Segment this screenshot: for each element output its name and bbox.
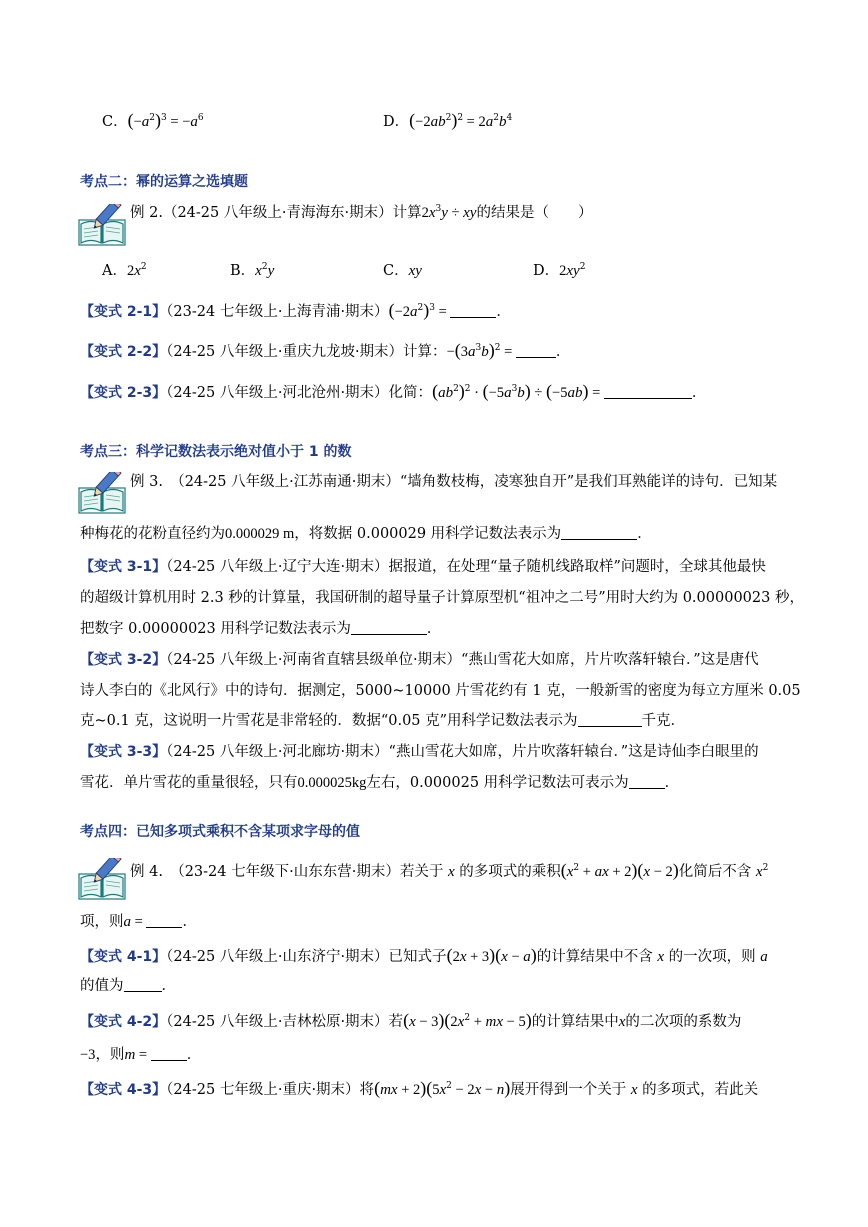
answer-blank[interactable] bbox=[146, 913, 182, 928]
book-pencil-icon bbox=[78, 472, 126, 514]
example-3-line-1: 例 3. （24-25 八年级上·江苏南通·期末）“墙角数枝梅，凌寒独自开”是我们耳熟能详的诗句．已知某 bbox=[130, 474, 778, 490]
variant-3-1-line-2: 的超级计算机用时 2.3 秒的计算量，我国研制的超导量子计算原型机“祖冲之二号”用时大约为 0.00000023 秒， bbox=[80, 590, 804, 606]
option-d: D．$(-2ab^2)^2 = 2a^2b^4$ bbox=[383, 110, 513, 130]
ex2-option-a: A．$2x^2$ bbox=[102, 262, 147, 279]
example-4-line-1: 例 4. （23-24 七年级下·山东东营·期末）若关于 x 的多项式的乘积($x^2$ + ax + 2)(x − 2)化简后不含 $x^2$ bbox=[130, 860, 769, 880]
variant-3-3-line-1: 【变式 3-3】（24-25 八年级上·河北廊坊·期末）“燕山雪花大如席，片片吹落轩辕台．”这是诗仙李白眼里的 bbox=[80, 744, 759, 760]
variant-4-2-line-2: −3，则m = ． bbox=[80, 1047, 202, 1063]
variant-3-1-line-3: 把数字 0.00000023 用科学记数法表示为 ． bbox=[80, 621, 442, 637]
book-pencil-icon bbox=[78, 204, 126, 246]
answer-blank[interactable] bbox=[561, 525, 637, 540]
ex2-option-c: C．xy bbox=[383, 263, 422, 279]
variant-2-2: 【变式 2-2】（24-25 八年级上·重庆九龙坡·期末）计算：$-(3a^3b)^2$ = ． bbox=[80, 340, 571, 360]
book-pencil-icon bbox=[78, 858, 126, 900]
ex2-option-d: D．$2xy^2$ bbox=[533, 262, 586, 279]
answer-blank[interactable] bbox=[629, 774, 665, 789]
answer-blank[interactable] bbox=[578, 712, 642, 727]
option-c: C．$(-a^2)^3 = -a^6$ bbox=[102, 110, 204, 130]
example-4-line-2: 项，则a = ． bbox=[80, 914, 197, 930]
section-title-k3: 考点三：科学记数法表示绝对值小于 1 的数 bbox=[80, 444, 352, 460]
example-2: 例 2.（24-25 八年级上·青海海东·期末）计算$2x^3y$ ÷ xy的结果是（ ） bbox=[130, 204, 593, 221]
variant-4-3-line-1: 【变式 4-3】（24-25 七年级上·重庆·期末）将$(mx + 2)(5x^2 - 2x - n)$展开得到一个关于 x 的多项式，若此关 bbox=[80, 1078, 759, 1098]
variant-4-2-line-1: 【变式 4-2】（24-25 八年级上·吉林松原·期末）若$(x - 3)(2x^2$ + mx − 5)的计算结果中x的二次项的系数为 bbox=[80, 1010, 742, 1030]
example-3-line-2: 种梅花的花粉直径约为0.000029 m，将数据 0.000029 用科学记数法表示为 ． bbox=[80, 526, 652, 542]
variant-3-3-line-2: 雪花．单片雪花的重量很轻，只有0.000025kg左右，0.000025 用科学记数法可表示为 ． bbox=[80, 775, 680, 791]
variant-4-1-line-2: 的值为 ． bbox=[80, 978, 176, 994]
variant-4-1-line-1: 【变式 4-1】（24-25 八年级上·山东济宁·期末）已知式子(2x + 3)(x − a)的计算结果中不含 x 的一次项，则 a bbox=[80, 945, 768, 965]
answer-blank[interactable] bbox=[151, 1046, 187, 1061]
ex2-option-b: B．$x^2y$ bbox=[230, 262, 275, 279]
variant-3-2-line-1: 【变式 3-2】（24-25 八年级上·河南省直辖县级单位·期末）“燕山雪花大如席，片片吹落轩辕台．”这是唐代 bbox=[80, 652, 759, 668]
section-title-k4: 考点四：已知多项式乘积不含某项求字母的值 bbox=[80, 824, 360, 840]
variant-2-1: 【变式 2-1】（23-24 七年级上·上海青浦·期末）$(-2a^2)^3$ = ． bbox=[80, 300, 511, 320]
variant-2-3: 【变式 2-3】（24-25 八年级上·河北沧州·期末）化简：$(ab^2)^2 \cdot (-5a^3b) \div (-5ab)$ = ． bbox=[80, 381, 707, 401]
variant-3-2-line-3: 克~0.1 克，这说明一片雪花是非常轻的．数据“0.05 克”用科学记数法表示为 千克． bbox=[80, 713, 686, 729]
variant-3-1-line-1: 【变式 3-1】（24-25 八年级上·辽宁大连·期末）据报道，在处理“量子随机线路取样”问题时，全球其他最快 bbox=[80, 559, 766, 575]
answer-blank[interactable] bbox=[351, 620, 427, 635]
variant-3-2-line-2: 诗人李白的《北风行》中的诗句．据测定，5000~10000 片雪花约有 1 克，一般新雪的密度为每立方厘米 0.05 bbox=[80, 683, 801, 699]
answer-blank[interactable] bbox=[450, 303, 496, 318]
answer-blank[interactable] bbox=[516, 343, 556, 358]
answer-blank[interactable] bbox=[124, 977, 162, 992]
section-title-k2: 考点二：幂的运算之选填题 bbox=[80, 174, 248, 190]
answer-blank[interactable] bbox=[604, 384, 692, 399]
